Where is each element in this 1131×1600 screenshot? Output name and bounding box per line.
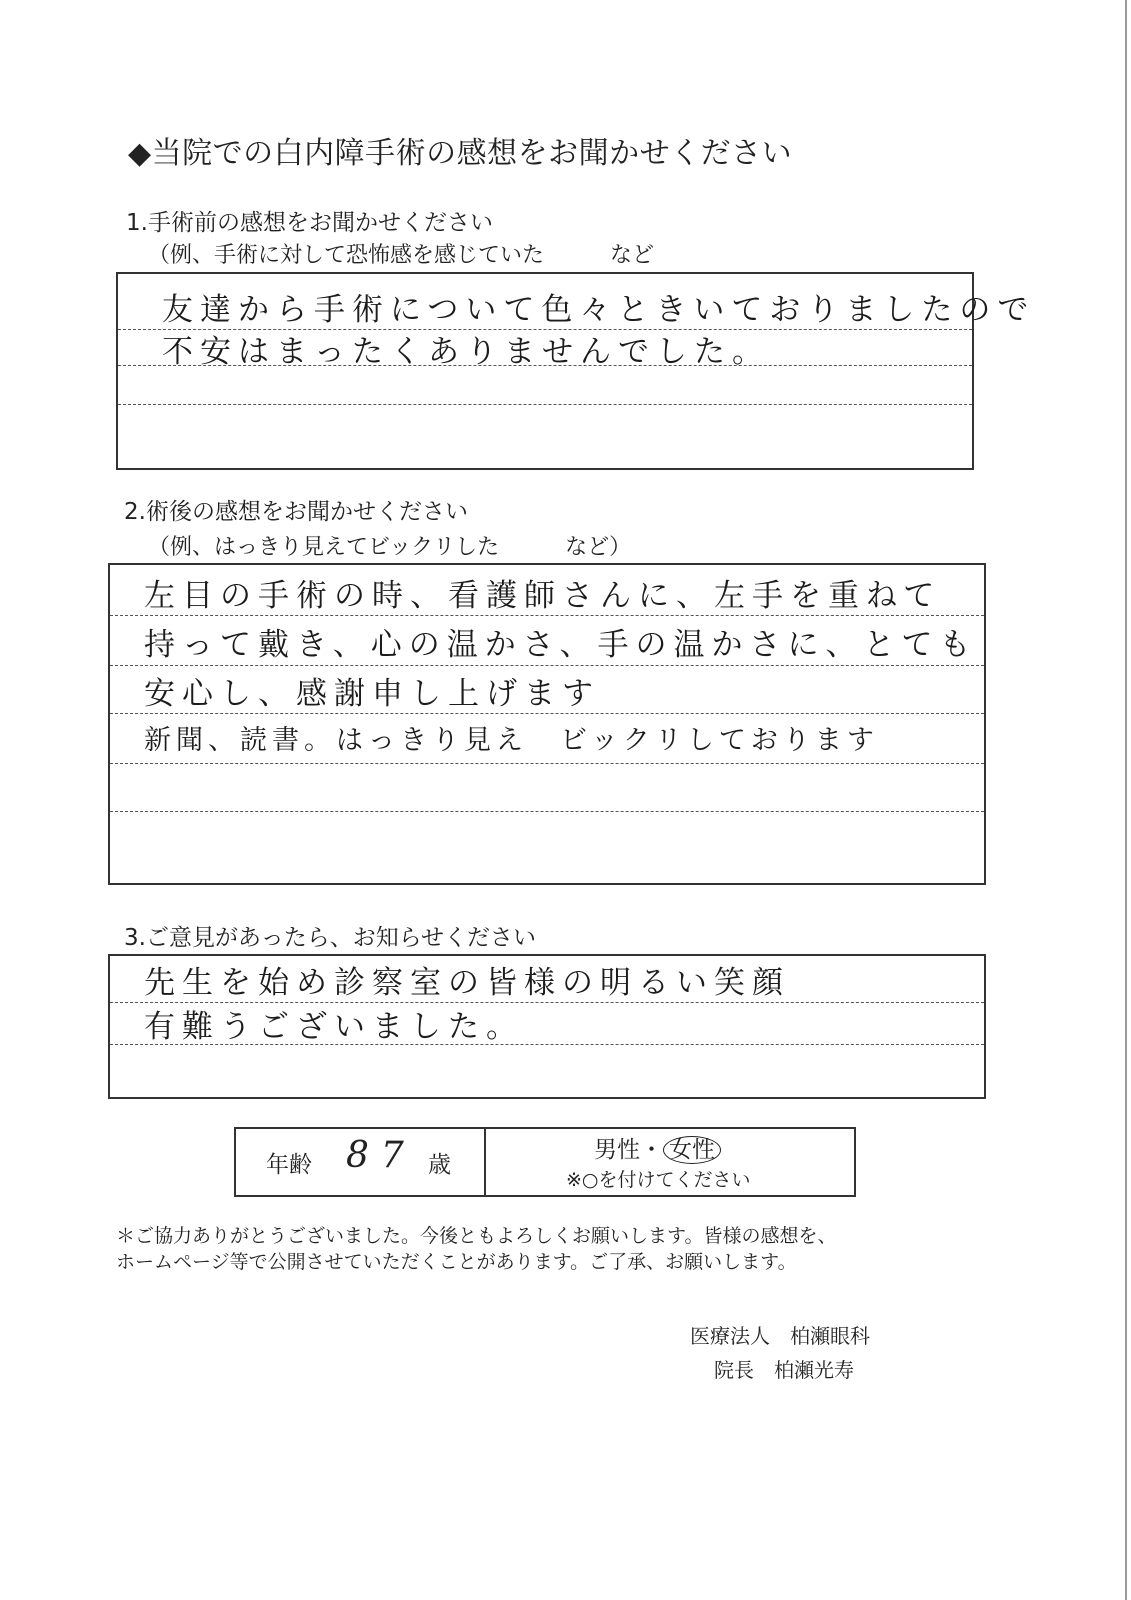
ruled-line	[110, 615, 984, 616]
question-1-heading: 1.手術前の感想をお聞かせください	[126, 210, 493, 236]
handwritten-answer-line: 有難うございました。	[144, 1009, 524, 1045]
gender-hint: ※○を付けてください	[566, 1169, 751, 1191]
thank-you-note-line-2: ホームページ等で公開させていただくことがあります。ご了承、お願いします。	[116, 1251, 797, 1273]
gender-separator: ・	[640, 1137, 663, 1163]
handwritten-answer-line: 安心し、感謝申し上げます	[144, 676, 600, 712]
answer-box-1[interactable]	[116, 272, 1036, 470]
gender-option-male[interactable]: 男性	[594, 1137, 640, 1163]
info-divider	[484, 1129, 486, 1195]
question-1-example: （例、手術に対して恐怖感を感じていた など	[148, 243, 655, 268]
ruled-line	[118, 404, 972, 405]
handwritten-answer-line: 友達から手術について色々ときいておりましたので	[162, 292, 1036, 328]
age-value[interactable]: 87	[346, 1135, 416, 1176]
gender-option-female-circled[interactable]: 女性	[663, 1136, 721, 1164]
question-2-heading: 2.術後の感想をお聞かせください	[124, 499, 468, 525]
handwritten-answer-line: 不安はまったくありませんでした。	[162, 334, 770, 370]
handwritten-answer-line: 持って戴き、心の温かさ、手の温かさに、とても	[144, 627, 978, 663]
respondent-info-box	[234, 1127, 856, 1197]
ruled-line	[110, 713, 984, 714]
answer-box-3[interactable]	[108, 954, 986, 1099]
clinic-name: 医療法人 柏瀬眼科	[690, 1324, 870, 1348]
handwritten-answer-line: 先生を始め診察室の皆様の明るい笑顔	[144, 965, 790, 1001]
question-3-heading: 3.ご意見があったら、お知らせください	[124, 925, 537, 951]
ruled-line	[110, 763, 984, 764]
survey-title: ◆当院での白内障手術の感想をお聞かせください	[128, 136, 793, 171]
page-edge	[1125, 0, 1127, 1600]
age-label: 年齢	[266, 1152, 312, 1178]
gender-options	[594, 1131, 721, 1164]
ruled-line	[110, 665, 984, 666]
ruled-line	[110, 811, 984, 812]
age-unit: 歳	[428, 1152, 451, 1178]
handwritten-answer-line: 新聞、読書。はっきり見え ビックリしております	[144, 725, 879, 756]
thank-you-note-line-1: ＊ご協力ありがとうございました。今後ともよろしくお願いします。皆様の感想を、	[116, 1225, 837, 1247]
clinic-director: 院長 柏瀬光寿	[714, 1358, 854, 1382]
question-2-example: （例、はっきり見えてビックリした など）	[148, 535, 632, 560]
handwritten-answer-line: 左目の手術の時、看護師さんに、左手を重ねて	[144, 578, 942, 614]
answer-box-2[interactable]	[108, 563, 986, 885]
